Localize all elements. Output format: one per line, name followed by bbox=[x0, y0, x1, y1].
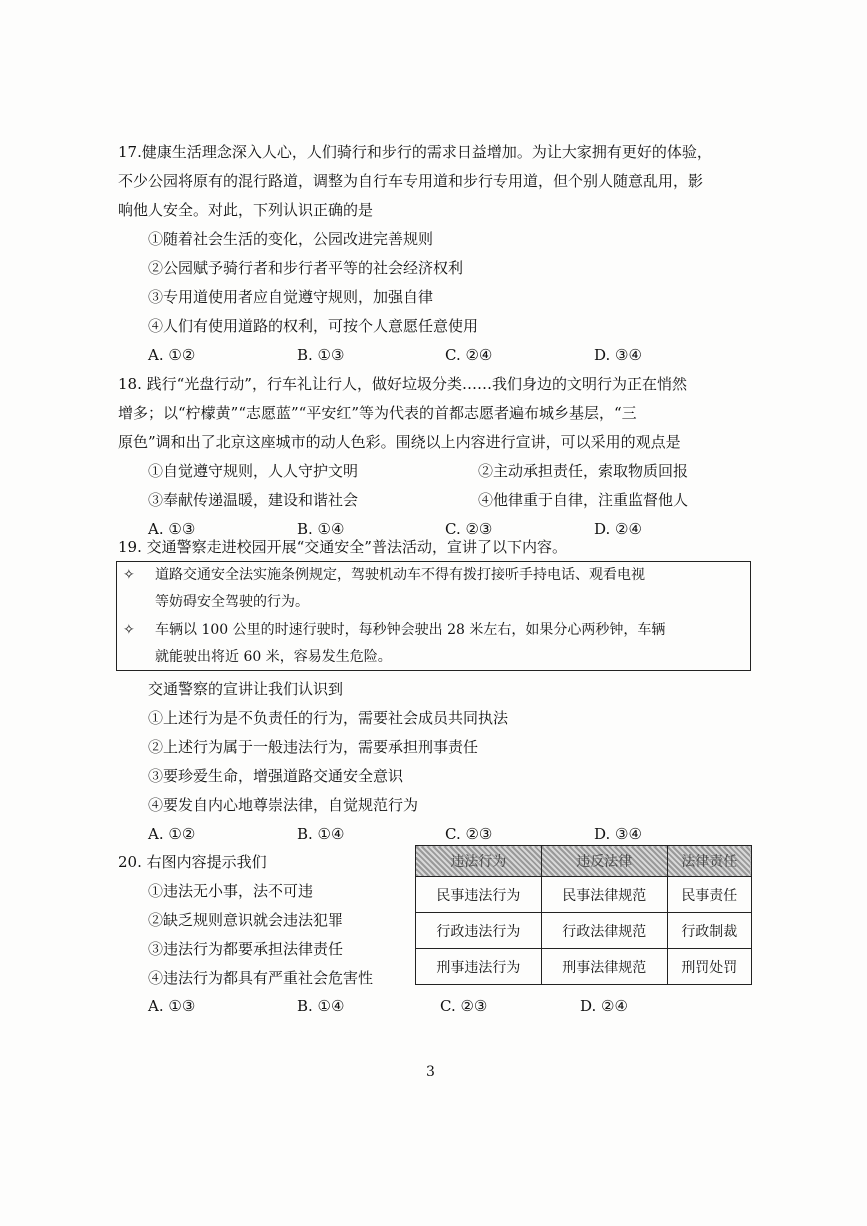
q18-option-c: C. ②③ bbox=[445, 520, 493, 538]
q18-statement-3: ③奉献传递温暖，建设和谐社会 bbox=[148, 491, 359, 509]
q19-statement-2: ②上述行为属于一般违法行为，需要承担刑事责任 bbox=[148, 738, 479, 756]
table-cell: 刑罚处罚 bbox=[667, 949, 751, 985]
q18-option-d: D. ②④ bbox=[594, 520, 642, 538]
q19-box-item-2-line-1: 车辆以 100 公里的时速行驶时，每秒钟会驶出 28 米左右，如果分心两秒钟，车辆 bbox=[155, 622, 666, 638]
q19-box-item-2-line-2: 就能驶出将近 60 米，容易发生危险。 bbox=[155, 649, 392, 665]
diamond-bullet-icon: ✧ bbox=[123, 622, 135, 638]
table-cell: 刑事法律规范 bbox=[541, 949, 667, 985]
q20-statement-1: ①违法无小事，法不可违 bbox=[148, 882, 314, 900]
table-row bbox=[416, 913, 752, 949]
q18-stem-line-3: 原色”调和出了北京这座城市的动人色彩。围绕以上内容进行宣讲，可以采用的观点是 bbox=[118, 433, 681, 451]
q19-option-d: D. ③④ bbox=[594, 825, 642, 843]
table-header-cell: 违反法律 bbox=[541, 846, 667, 877]
q19-option-c: C. ②③ bbox=[445, 825, 493, 843]
q19-stem: 19. 交通警察走进校园开展“交通安全”普法活动，宣讲了以下内容。 bbox=[118, 538, 567, 556]
table-cell: 行政法律规范 bbox=[541, 913, 667, 949]
q17-statement-1: ①随着社会生活的变化，公园改进完善规则 bbox=[148, 230, 434, 248]
q20-statement-4: ④违法行为都具有严重社会危害性 bbox=[148, 969, 374, 987]
q20-statement-3: ③违法行为都要承担法律责任 bbox=[148, 940, 344, 958]
q20-stem: 20. 右图内容提示我们 bbox=[118, 853, 267, 871]
q18-statement-2: ②主动承担责任，索取物质回报 bbox=[478, 462, 689, 480]
q19-statement-1: ①上述行为是不负责任的行为，需要社会成员共同执法 bbox=[148, 709, 509, 727]
table-cell: 刑事违法行为 bbox=[416, 949, 542, 985]
q20-statement-2: ②缺乏规则意识就会违法犯罪 bbox=[148, 911, 344, 929]
q17-option-d: D. ③④ bbox=[594, 346, 642, 364]
q19-statement-3: ③要珍爱生命，增强道路交通安全意识 bbox=[148, 767, 404, 785]
q20-option-a: A. ①③ bbox=[148, 997, 196, 1015]
q17-option-b: B. ①③ bbox=[297, 346, 345, 364]
q18-statement-4: ④他律重于自律，注重监督他人 bbox=[478, 491, 689, 509]
table-cell: 民事违法行为 bbox=[416, 877, 542, 913]
law-responsibility-table bbox=[415, 845, 752, 985]
q17-stem-line-3: 响他人安全。对此，下列认识正确的是 bbox=[118, 201, 374, 219]
q18-option-b: B. ①④ bbox=[297, 520, 345, 538]
q19-statement-4: ④要发自内心地尊崇法律，自觉规范行为 bbox=[148, 796, 419, 814]
q17-stem-line-1: 17.健康生活理念深入人心，人们骑行和步行的需求日益增加。为让大家拥有更好的体验， bbox=[118, 143, 712, 161]
q19-option-b: B. ①④ bbox=[297, 825, 345, 843]
q17-statement-3: ③专用道使用者应自觉遵守规则，加强自律 bbox=[148, 288, 434, 306]
q20-option-b: B. ①④ bbox=[297, 997, 345, 1015]
table-cell: 民事法律规范 bbox=[541, 877, 667, 913]
q18-stem-line-1: 18. 践行“光盘行动”，行车礼让行人，做好垃圾分类……我们身边的文明行为正在悄然 bbox=[118, 375, 687, 393]
q20-option-d: D. ②④ bbox=[580, 997, 628, 1015]
diamond-bullet-icon: ✧ bbox=[123, 567, 135, 583]
q18-option-a: A. ①③ bbox=[148, 520, 196, 538]
q17-statement-2: ②公园赋予骑行者和步行者平等的社会经济权利 bbox=[148, 259, 464, 277]
page-number: 3 bbox=[426, 1064, 435, 1080]
table-header-row bbox=[416, 846, 752, 877]
table-row bbox=[416, 949, 752, 985]
table-header-cell: 违法行为 bbox=[416, 846, 542, 877]
q20-option-c: C. ②③ bbox=[440, 997, 488, 1015]
q19-option-a: A. ①② bbox=[148, 825, 196, 843]
table-cell: 民事责任 bbox=[667, 877, 751, 913]
q19-info-box bbox=[116, 561, 751, 671]
q19-box-item-1-line-2: 等妨碍安全驾驶的行为。 bbox=[155, 594, 309, 610]
q17-option-a: A. ①② bbox=[148, 346, 196, 364]
q18-statement-1: ①自觉遵守规则，人人守护文明 bbox=[148, 462, 359, 480]
q17-stem-line-2: 不少公园将原有的混行路道，调整为自行车专用道和步行专用道，但个别人随意乱用，影 bbox=[118, 172, 704, 190]
table-cell: 行政制裁 bbox=[667, 913, 751, 949]
table-header-cell: 法律责任 bbox=[667, 846, 751, 877]
table-cell: 行政违法行为 bbox=[416, 913, 542, 949]
q17-option-c: C. ②④ bbox=[445, 346, 493, 364]
q18-stem-line-2: 增多；以“柠檬黄”“志愿蓝”“平安红”等为代表的首都志愿者遍布城乡基层，“三 bbox=[118, 404, 637, 422]
q19-lead: 交通警察的宣讲让我们认识到 bbox=[148, 680, 344, 698]
q17-statement-4: ④人们有使用道路的权利，可按个人意愿任意使用 bbox=[148, 317, 479, 335]
q19-box-item-1-line-1: 道路交通安全法实施条例规定，驾驶机动车不得有拨打接听手持电话、观看电视 bbox=[155, 567, 645, 583]
table-row bbox=[416, 877, 752, 913]
